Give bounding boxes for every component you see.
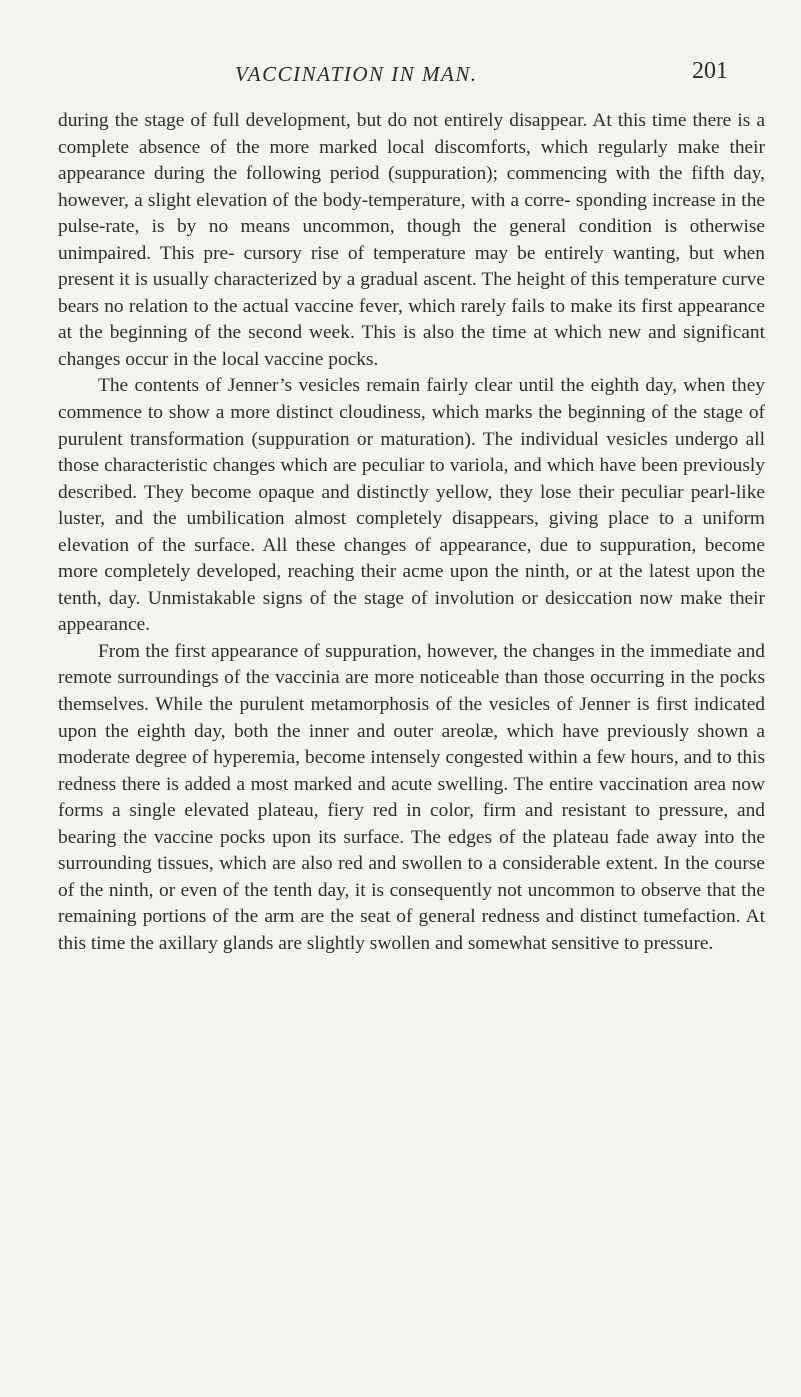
paragraph-suppuration-surroundings: From the first appearance of suppuration, however, the changes in the immediate and remote surroundings of the vaccinia are more noticeable than those occurring in the pocks themselves. While the purulent metamorphosis of the vesicles of Jenner is first indicated upon the eighth day, both the inner and outer areolæ, which have previously shown a moderate degree of hyperemia, become intensely congested within a few hours, and to this redness there is added a most marked and acute swelling. The entire vaccination area now forms a single elevated plateau, fiery red in color, firm and resistant to pressure, and bearing the vaccine pocks upon its surface. The edges of the plateau fade away into the surrounding tissues, which are also red and swollen to a considerable extent. In the course of the ninth, or even of the tenth day, it is consequently not uncommon to observe that the remaining portions of the arm are the seat of general redness and distinct tumefaction. At this time the axillary glands are slightly swollen and somewhat sensitive to pressure. xyxy=(58,640,765,954)
running-title: VACCINATION IN MAN. xyxy=(235,62,478,86)
body-text xyxy=(58,108,765,958)
paragraph-continued: during the stage of full development, but do not entirely disappear. At this time there is a complete absence of the more marked local discomforts, which regularly make their appearance during the following period (suppuration); commencing with the fifth day, however, a slight elevation of the body-temperature, with a corre- sponding increase in the pulse-rate, is by no means uncommon, though the general condition is otherwise unimpaired. This pre- cursory rise of temperature may be entirely wanting, but when present it is usually characterized by a gradual ascent. The height of this temperature curve bears no relation to the actual vaccine fever, which rarely fails to make its first appearance at the beginning of the second week. This is also the time at which new and significant changes occur in the local vaccine pocks. xyxy=(58,110,765,370)
running-head xyxy=(0,58,801,94)
paragraph-jenner-vesicles: The contents of Jenner’s vesicles remain fairly clear until the eighth day, when they commence to show a more distinct cloudiness, which marks the beginning of the stage of purulent transformation (suppuration or maturation). The individual vesicles undergo all those characteristic changes which are peculiar to variola, and which have been previously described. They become opaque and distinctly yellow, they lose their peculiar pearl-like luster, and the umbilication almost completely disappears, giving place to a uniform elevation of the surface. All these changes of appearance, due to suppuration, become more completely developed, reaching their acme upon the ninth, or at the latest upon the tenth, day. Unmistakable signs of the stage of involution or desiccation now make their appearance. xyxy=(58,375,765,636)
page-number: 201 xyxy=(692,58,728,84)
